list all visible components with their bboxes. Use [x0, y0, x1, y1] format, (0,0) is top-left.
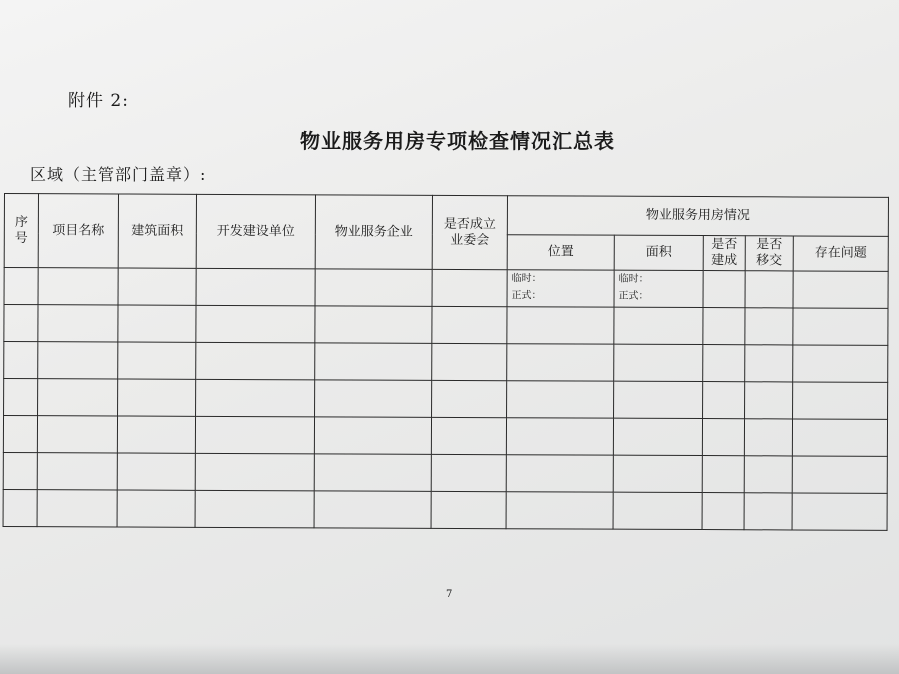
- table-cell: [702, 456, 744, 493]
- table-cell: [315, 380, 432, 418]
- table-cell: [792, 493, 887, 530]
- header-seq-label: 序号: [14, 214, 28, 246]
- header-building-area: 建筑面积: [118, 194, 196, 268]
- table-cell: [793, 382, 888, 419]
- location-note-cell: [507, 270, 614, 307]
- table-cell: [506, 492, 613, 529]
- header-seq: [4, 194, 38, 268]
- table-cell: [118, 379, 196, 416]
- table-cell: [37, 490, 117, 527]
- table-cell: [792, 456, 887, 493]
- table-cell: [432, 269, 507, 306]
- table-cell: [614, 381, 703, 418]
- page-number: 7: [446, 589, 453, 600]
- table-cell: [38, 268, 118, 305]
- table-row: [4, 342, 888, 383]
- table-row: [4, 305, 888, 346]
- table-cell: [195, 453, 314, 491]
- table-cell: [744, 493, 792, 530]
- table-cell: [703, 308, 745, 345]
- table-cell: [196, 305, 315, 343]
- table-cell: [315, 269, 432, 307]
- table-cell: [196, 268, 315, 306]
- empty-rows-group: [3, 305, 888, 531]
- table-cell: [703, 345, 745, 382]
- header-handed-over-label: 是否移交: [756, 237, 783, 269]
- document-title: 物业服务用房专项检查情况汇总表: [300, 129, 615, 153]
- header-group-property-rooms: 物业服务用房情况: [507, 196, 888, 237]
- table-row: [4, 379, 888, 420]
- header-owners-committee-label: 是否成立业委会: [443, 216, 496, 248]
- table-cell: [613, 418, 702, 455]
- table-cell: [3, 452, 37, 489]
- table-cell: [793, 308, 888, 345]
- table-row: [4, 268, 888, 309]
- table-row: [3, 489, 887, 530]
- table-cell: [314, 454, 431, 492]
- table-cell: [745, 308, 793, 345]
- table-cell: [506, 455, 613, 492]
- header-built-label: 是否建成: [711, 237, 738, 269]
- table-cell: [793, 345, 888, 382]
- table-cell: [314, 491, 431, 529]
- region-label: 区域（主管部门盖章）:: [30, 165, 207, 184]
- table-cell: [744, 456, 792, 493]
- table-row: [3, 452, 887, 493]
- table-cell: [315, 343, 432, 381]
- table-cell: [613, 455, 702, 492]
- summary-table: [3, 193, 889, 531]
- table-cell: [793, 271, 888, 308]
- header-developer: 开发建设单位: [196, 194, 315, 269]
- table-cell: [506, 418, 613, 455]
- table-cell: [38, 379, 118, 416]
- table-cell: [4, 305, 38, 342]
- area-formal-label: 正式：: [618, 290, 649, 302]
- attachment-label: 附件 2:: [68, 91, 129, 111]
- table-cell: [38, 342, 118, 379]
- table-cell: [4, 379, 38, 416]
- area-note-cell: [614, 270, 703, 307]
- table-cell: [117, 490, 195, 527]
- table-cell: [745, 382, 793, 419]
- table-cell: [38, 305, 118, 342]
- table-cell: [118, 268, 196, 305]
- table-cell: [703, 271, 745, 308]
- area-temp-label: 临时：: [618, 273, 649, 285]
- table-cell: [702, 419, 744, 456]
- table-cell: [745, 345, 793, 382]
- table-cell: [792, 419, 887, 456]
- table-cell: [196, 342, 315, 380]
- table-cell: [431, 417, 506, 454]
- table-cell: [614, 307, 703, 344]
- table-cell: [195, 490, 314, 528]
- table-cell: [613, 492, 702, 529]
- table-cell: [432, 343, 507, 380]
- header-project-name: 项目名称: [38, 194, 118, 268]
- table-cell: [4, 342, 38, 379]
- header-built: [703, 236, 745, 271]
- table-cell: [744, 419, 792, 456]
- table-cell: [745, 271, 793, 308]
- table-cell: [118, 305, 196, 342]
- header-property-company: 物业服务企业: [315, 195, 432, 270]
- table-cell: [4, 268, 38, 305]
- page-edge-shadow: [0, 644, 899, 674]
- table-cell: [432, 380, 507, 417]
- table-cell: [37, 416, 117, 453]
- table-cell: [431, 491, 506, 528]
- table-cell: [117, 453, 195, 490]
- table-cell: [3, 416, 37, 453]
- table-cell: [314, 417, 431, 455]
- table-header-row-top: [4, 194, 888, 237]
- table-cell: [37, 453, 117, 490]
- table-cell: [117, 416, 195, 453]
- location-formal-label: 正式：: [511, 290, 542, 302]
- table-cell: [614, 344, 703, 381]
- location-temp-label: 临时：: [511, 273, 542, 285]
- header-issues: 存在问题: [793, 236, 888, 271]
- header-owners-committee: [432, 195, 507, 269]
- table-cell: [118, 342, 196, 379]
- table-cell: [3, 489, 37, 526]
- header-area: 面积: [614, 235, 703, 270]
- table-cell: [432, 306, 507, 343]
- table-cell: [507, 381, 614, 418]
- table-cell: [195, 416, 314, 454]
- header-handed-over: [745, 236, 793, 271]
- table-cell: [507, 307, 614, 344]
- table-row: [3, 416, 887, 457]
- table-cell: [196, 379, 315, 417]
- header-location: 位置: [507, 235, 614, 270]
- table-cell: [431, 454, 506, 491]
- table-cell: [507, 344, 614, 381]
- table-cell: [703, 382, 745, 419]
- table-cell: [315, 306, 432, 344]
- table-cell: [702, 493, 744, 530]
